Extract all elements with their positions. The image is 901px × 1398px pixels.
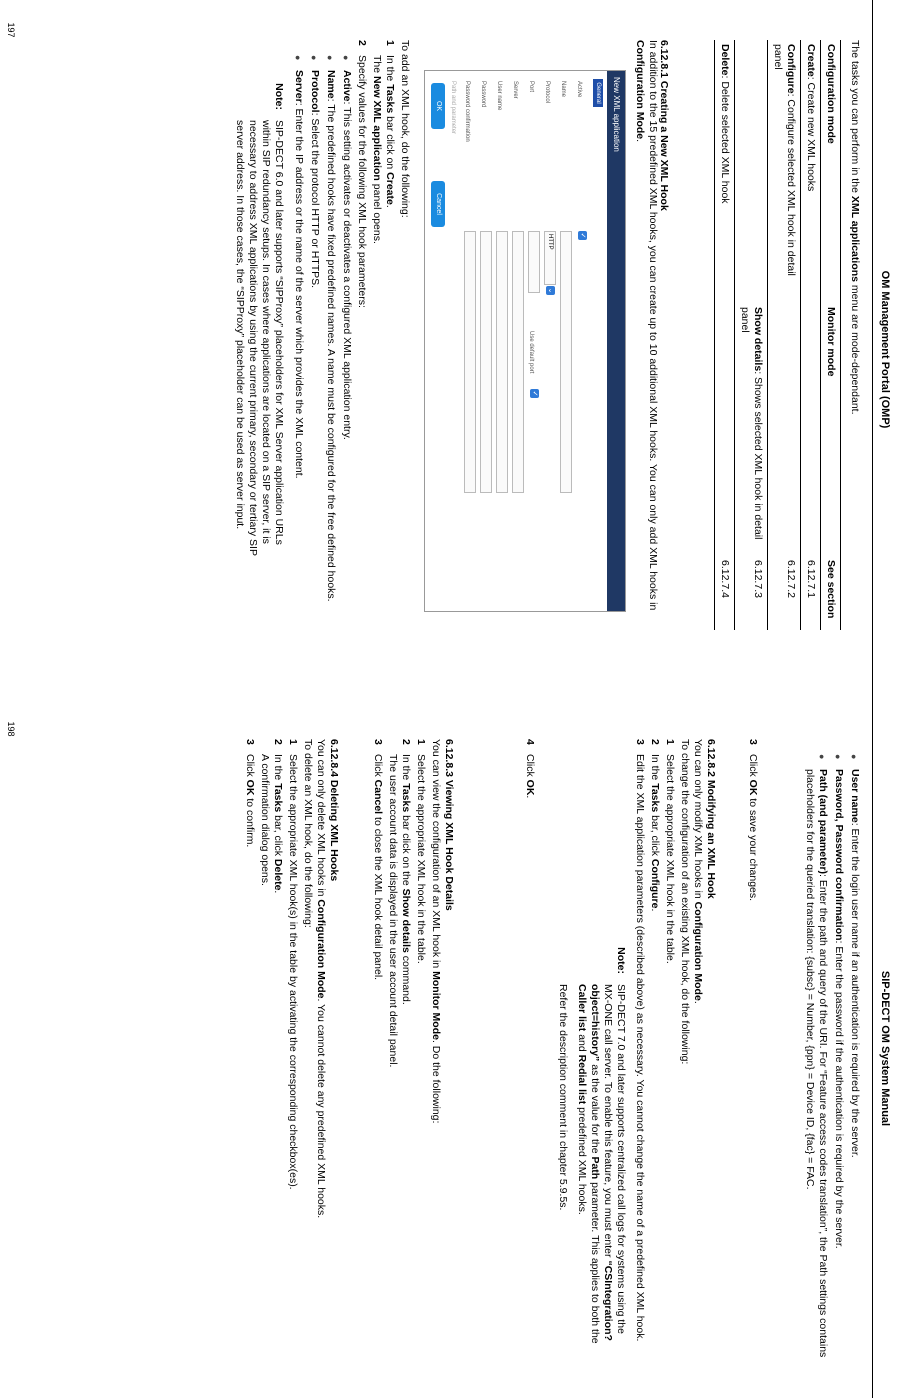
table-row: Delete: Delete selected XML hook 6.12.7.4 [715, 40, 735, 630]
header-rule [872, 699, 873, 1398]
list-item: 2 In the Tasks bar, click Delete. A confirmation dialog opens. [259, 739, 284, 894]
protocol-select[interactable]: HTTP [544, 231, 556, 285]
list-item: ● Server: Enter the IP address or the name of the server which provides the XML content. [293, 55, 305, 479]
port-input[interactable] [528, 231, 540, 293]
list-item: 1 In the Tasks bar click on Create. The New XML application panel opens. [371, 40, 396, 244]
list-item: ● Name: The predefined hooks have fixed predefined names. A name must be configured for the free defined hooks. [325, 55, 337, 602]
task-mode-table [714, 40, 841, 630]
user-name-input[interactable] [496, 231, 508, 493]
field-label-user-name: User name [496, 81, 502, 111]
section-modifying: 6.12.8.2 Modifying an XML Hook You can only modify XML hooks in Configuration Mode. To change the configuration of an existing XML hook, do the following: 1 Select the appropriate XML hook in the table. 2 In the Tasks bar, click Configure. 3 Edit the XML application parameters (described above) as necessary. You cannot change the name of a predefined XML hook. Note: SIP-DECT 7.0 and later supports centralized call logs for systems using the MX-ONE call server. To enable this feature, you must enter “CSIntegration?object=history” as the value for the Path parameter. This applies to both the Caller list and Redial list predefined XML hooks. Refer the description comment in chapter 5.9.5s. 4 Click OK. [523, 739, 723, 1359]
page-header: OM Management Portal (OMP) [879, 270, 891, 429]
parameter-bullets [803, 754, 863, 1364]
use-default-port-label: Use default port [528, 331, 534, 374]
password-input[interactable] [480, 231, 492, 493]
field-label-protocol: Protocol [544, 81, 550, 104]
field-label-server: Server [512, 81, 518, 99]
list-item: 1 Select the appropriate XML hook in the table. [415, 739, 427, 964]
note: Note: SIP-DECT 7.0 and later supports centralized call logs for systems using the MX-ONE call server. To enable this feature, you must enter “CSIntegration?object=history” as the value for the Path parameter. This applies to both the Caller list and Redial list predefined XML hooks. Refer the description comment in chapter 5.9.5s. [557, 947, 627, 1344]
field-label-active: Active [576, 81, 582, 98]
add-hook-instructions: To add an XML hook, do the following: 1 In the Tasks bar click on Create. The New XML application panel opens. 2 Specify values for the following XML hook parameters: ● Active: This setting activates or deactivates a configured XML application entry. ● Name: The predefined hooks have fixed predefined names. A name must be configured for the free defined hooks. ● Protocol: Select the protocol HTTP or HTTPS. ● Server: Enter the IP address or the name of the server which provides the XML content. Note: SIP-DECT 6.0 and later supports “SIPProxy” placeholders for XML Server application URLs within SIP redundancy setups. In cases where applications are located on a SIP server, it is necessary to address XML applications by using the current primary, secondary or tertiary SIP server address. In those cases, the “SIPProxy” placeholder can be used as server input. [233, 40, 411, 660]
list-item: 4 Click OK. [524, 739, 536, 799]
section-deleting: 6.12.8.4 Deleting XML Hooks You can only delete XML hooks in Configuration Mode. You cannot delete any predefined XML hooks. To delete an XML hook, do the following: 1 Select the appropriate XML hook(s) in the table by activating the corresponding checkbox(es). 2 In the Tasks bar, click Delete. A confirmation dialog opens. 3 Click OK to confirm. [243, 739, 346, 1369]
list-item: 1 Select the appropriate XML hook in the table. [664, 739, 676, 964]
password-confirmation-input[interactable] [464, 231, 476, 493]
section-title-deleting: 6.12.8.4 Deleting XML Hooks [328, 739, 340, 882]
use-default-port-checkbox[interactable]: ✓ [531, 390, 538, 397]
dialog-title: New XML application [607, 71, 625, 611]
list-item: 3 Click OK to confirm. [244, 739, 256, 848]
name-input[interactable] [560, 231, 572, 493]
chevron-down-icon[interactable]: ⌄ [547, 287, 554, 294]
page-number: 198 [6, 721, 16, 737]
server-input[interactable] [512, 231, 524, 493]
list-item: 3 Edit the XML application parameters (described above) as necessary. You cannot change the name of a predefined XML hook. [634, 739, 646, 1342]
field-label-name: Name [560, 81, 566, 98]
field-label-path: Path and parameter [450, 81, 456, 135]
section-title-modifying: 6.12.8.2 Modifying an XML Hook [705, 739, 717, 899]
page-198 [0, 699, 901, 1398]
list-item: 1 Select the appropriate XML hook(s) in the table by activating the corresponding checkbox(es). [287, 739, 299, 1190]
list-item: ● Active: This setting activates or deactivates a configured XML application entry. [341, 55, 353, 440]
page-header: SIP-DECT OM System Manual [879, 970, 891, 1127]
ok-button[interactable]: OK [431, 83, 445, 129]
tab-general[interactable]: General [593, 79, 603, 107]
table-row: Create: Create new XML hooks 6.12.7.1 [801, 40, 821, 630]
table-row: Show details: Shows selected XML hook in detail panel 6.12.7.3 [735, 40, 768, 630]
list-item: ● Path (and parameter): Enter the path and query of the URI. For “Feature access codes translation”, the Path settings contains placeholders for the queried translation: {subsc} = Number, {ppn} = Device ID, {fac} = FAC. [804, 754, 829, 1358]
intro-paragraph: The tasks you can perform in the XML applications menu are mode-dependant. [849, 40, 861, 415]
list-item: 2 In the Tasks bar, click Configure. [649, 739, 661, 912]
list-item: ● Password, Password confirmation: Enter the password if the authentication is required by the server. [833, 754, 845, 1249]
section-viewing: 6.12.8.3 Viewing XML Hook Details You can view the configuration of an XML hook in Monitor Mode. Do the following: 1 Select the appropriate XML hook in the table. 2 In the Tasks bar click on the Show details command. The user account data is displayed in the user account detail panel. 3 Click Cancel to close the XML hook detail panel. [371, 739, 461, 1359]
section-title-creating: 6.12.8.1 Creating a New XML Hook [658, 40, 670, 211]
table-row: Configure: Configure selected XML hook in detail panel 6.12.7.2 [768, 40, 801, 630]
field-label-password: Password [480, 81, 486, 108]
active-checkbox[interactable]: ✓ [579, 232, 586, 239]
new-xml-application-dialog [424, 70, 626, 612]
list-item: ● User name: Enter the login user name if an authentication is required by the server. [849, 754, 861, 1158]
list-item: 3 Click Cancel to close the XML hook detail panel. [372, 739, 384, 981]
field-label-password-confirmation: Password confirmation [464, 81, 470, 142]
header-rule [872, 0, 873, 699]
list-item: 2 Specify values for the following XML hook parameters: [356, 40, 368, 308]
field-label-port: Port [528, 81, 534, 93]
list-item: ● Protocol: Select the protocol HTTP or HTTPS. [309, 55, 321, 289]
table-header-row: Configuration mode Monitor mode See section [821, 40, 841, 630]
page-number: 197 [6, 22, 16, 38]
note: Note: SIP-DECT 6.0 and later supports “SIPProxy” placeholders for XML Server application URLs within SIP redundancy setups. In cases where applications are located on a SIP server, it is necessary to address XML applications by using the current primary, secondary or tertiary SIP server address. In those cases, the “SIPProxy” placeholder can be used as server input. [234, 83, 285, 556]
step-3-save: 3 Click OK to save your changes. [747, 739, 759, 902]
cancel-button[interactable]: Cancel [431, 181, 445, 227]
section-title-viewing: 6.12.8.3 Viewing XML Hook Details [443, 739, 455, 911]
list-item: 2 In the Tasks bar click on the Show details command. The user account data is displayed in the user account detail panel. [387, 739, 412, 1068]
creating-paragraph: In addition to the 15 predefined XML hooks, you can create up to 10 additional XML hooks. You can only add XML hooks in Configuration Mode. [634, 40, 659, 611]
